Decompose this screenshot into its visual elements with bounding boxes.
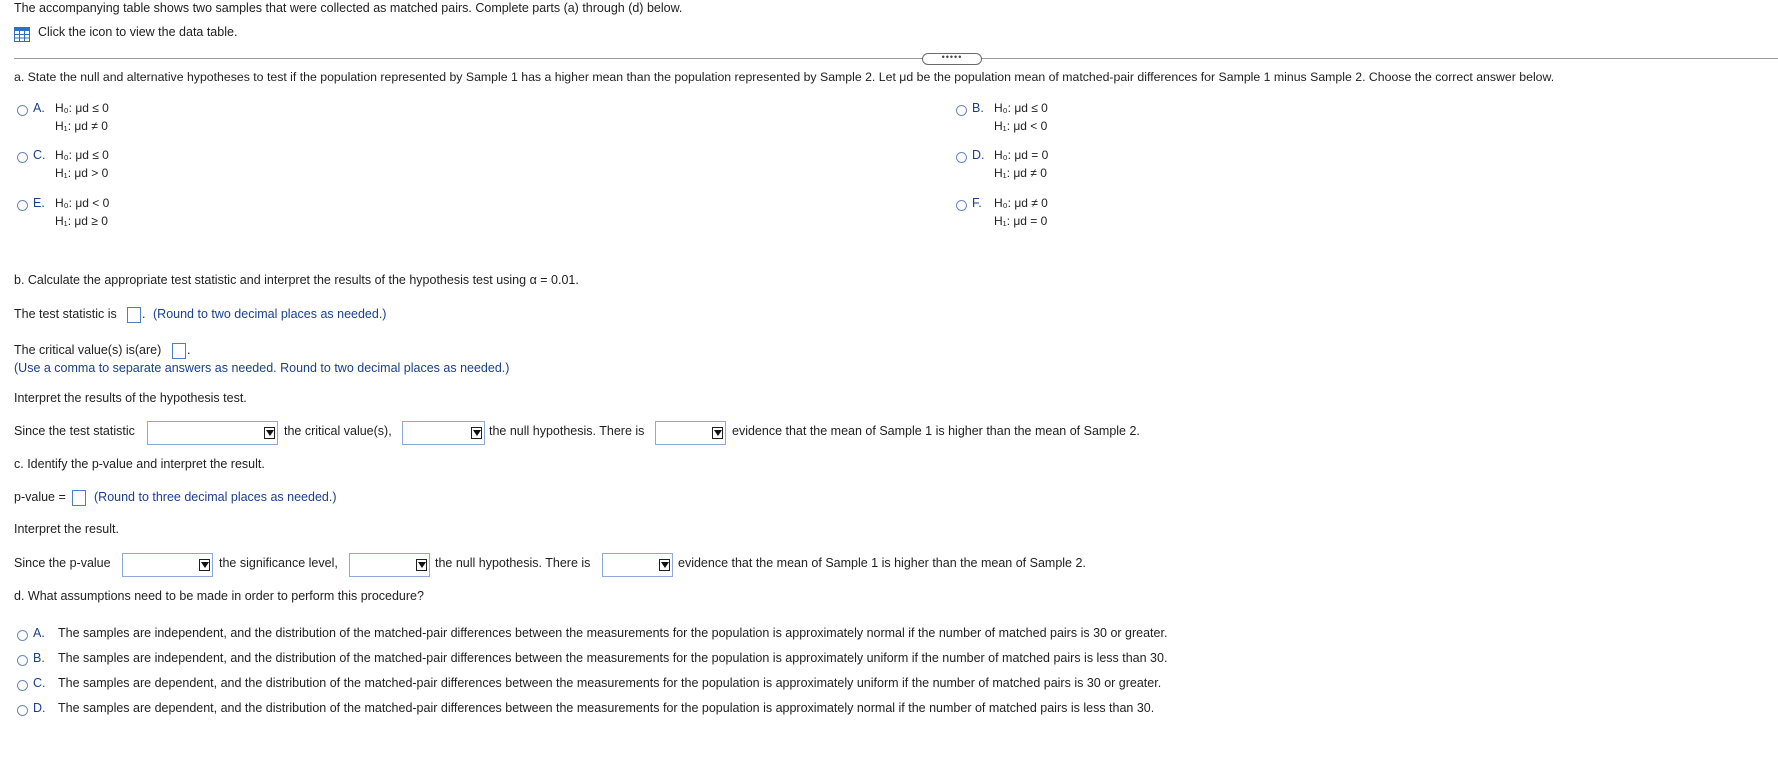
c-sentence-part2: the significance level, <box>219 556 338 570</box>
option-f-h0: H₀: μd ≠ 0 <box>994 196 1048 210</box>
b-sentence-part4: evidence that the mean of Sample 1 is higher than the mean of Sample 2. <box>732 424 1140 438</box>
c-sentence-part4: evidence that the mean of Sample 1 is higher than the mean of Sample 2. <box>678 556 1086 570</box>
pvalue-input[interactable] <box>72 490 86 506</box>
dropdown-arrow-icon <box>712 427 723 439</box>
b-null-decision-dropdown[interactable] <box>402 421 485 445</box>
d-option-c-text: The samples are dependent, and the distribution of the matched-pair differences between the measurements for the population is approximately uniform if the number of matched pairs is 30 or greater. <box>58 676 1162 690</box>
c-sentence-part1: Since the p-value <box>14 556 111 570</box>
d-option-c-letter: C. <box>33 676 46 690</box>
divider-handle[interactable]: ••••• <box>922 53 982 65</box>
d-option-a-letter: A. <box>33 626 45 640</box>
dropdown-arrow-icon <box>199 559 210 571</box>
option-d-radio[interactable] <box>956 152 967 163</box>
pvalue-compare-dropdown[interactable] <box>122 553 213 577</box>
option-c-h0: H₀: μd ≤ 0 <box>55 148 109 162</box>
d-option-c-radio[interactable] <box>17 680 28 691</box>
dropdown-arrow-icon <box>264 427 275 439</box>
option-d-h1: H₁: μd ≠ 0 <box>994 166 1047 180</box>
d-option-d-radio[interactable] <box>17 705 28 716</box>
intro-text: The accompanying table shows two samples that were collected as matched pairs. Complete parts (a) through (d) below. <box>14 1 683 15</box>
part-b-interpret-label: Interpret the results of the hypothesis test. <box>14 391 247 405</box>
option-b-letter: B. <box>972 101 984 115</box>
option-c-letter: C. <box>33 148 46 162</box>
critical-value-input[interactable] <box>172 343 186 359</box>
option-d-letter: D. <box>972 148 985 162</box>
pvalue-label: p-value = <box>14 490 66 504</box>
d-option-a-text: The samples are independent, and the distribution of the matched-pair differences between the measurements for the population is approximately normal if the number of matched pairs is 30 or greater. <box>58 626 1168 640</box>
part-c-interpret-label: Interpret the result. <box>14 522 119 536</box>
option-c-radio[interactable] <box>17 152 28 163</box>
test-statistic-hint: (Round to two decimal places as needed.) <box>153 307 387 321</box>
c-evidence-dropdown[interactable] <box>602 553 673 577</box>
b-sentence-part3: the null hypothesis. There is <box>489 424 645 438</box>
option-e-h0: H₀: μd < 0 <box>55 196 110 210</box>
option-f-h1: H₁: μd = 0 <box>994 214 1048 228</box>
critical-value-label: The critical value(s) is(are) <box>14 343 162 357</box>
option-a-h1: H₁: μd ≠ 0 <box>55 119 108 133</box>
d-option-a-radio[interactable] <box>17 630 28 641</box>
option-a-h0: H₀: μd ≤ 0 <box>55 101 109 115</box>
c-sentence-part3: the null hypothesis. There is <box>435 556 591 570</box>
d-option-d-letter: D. <box>33 701 46 715</box>
dropdown-arrow-icon <box>471 427 482 439</box>
option-c-h1: H₁: μd > 0 <box>55 166 109 180</box>
pvalue-hint: (Round to three decimal places as needed.) <box>94 490 337 504</box>
option-a-letter: A. <box>33 101 45 115</box>
d-option-d-text: The samples are dependent, and the distribution of the matched-pair differences between the measurements for the population is approximately normal if the number of matched pairs is less than 30. <box>58 701 1155 715</box>
part-d-question: d. What assumptions need to be made in order to perform this procedure? <box>14 589 424 603</box>
option-a-radio[interactable] <box>17 105 28 116</box>
test-statistic-compare-dropdown[interactable] <box>147 421 278 445</box>
b-evidence-dropdown[interactable] <box>655 421 726 445</box>
part-b-question: b. Calculate the appropriate test statistic and interpret the results of the hypothesis test using α = 0.01. <box>14 273 579 287</box>
d-option-b-radio[interactable] <box>17 655 28 666</box>
data-table-icon[interactable] <box>14 27 30 42</box>
test-statistic-label: The test statistic is <box>14 307 117 321</box>
option-f-radio[interactable] <box>956 200 967 211</box>
option-b-radio[interactable] <box>956 105 967 116</box>
d-option-b-letter: B. <box>33 651 45 665</box>
test-statistic-input[interactable] <box>127 307 141 323</box>
d-option-b-text: The samples are independent, and the distribution of the matched-pair differences between the measurements for the population is approximately uniform if the number of matched pairs is less than 30. <box>58 651 1168 665</box>
data-table-link[interactable]: Click the icon to view the data table. <box>38 25 238 39</box>
option-b-h0: H₀: μd ≤ 0 <box>994 101 1048 115</box>
dropdown-arrow-icon <box>659 559 670 571</box>
dropdown-arrow-icon <box>416 559 427 571</box>
option-b-h1: H₁: μd < 0 <box>994 119 1048 133</box>
option-f-letter: F. <box>972 196 982 210</box>
part-c-question: c. Identify the p-value and interpret the result. <box>14 457 265 471</box>
option-d-h0: H₀: μd = 0 <box>994 148 1049 162</box>
option-e-h1: H₁: μd ≥ 0 <box>55 214 108 228</box>
option-e-letter: E. <box>33 196 45 210</box>
part-a-question: a. State the null and alternative hypotheses to test if the population represented by Sample 1 has a higher mean than the population represented by Sample 2. Let μd be the population mean of matched-pair differences for Sample 1 minus Sample 2. Choose the correct answer below. <box>14 70 1555 84</box>
option-e-radio[interactable] <box>17 200 28 211</box>
section-divider <box>14 58 1778 59</box>
c-null-decision-dropdown[interactable] <box>349 553 430 577</box>
critical-value-hint: (Use a comma to separate answers as needed. Round to two decimal places as needed.) <box>14 361 510 375</box>
b-sentence-part1: Since the test statistic <box>14 424 135 438</box>
b-sentence-part2: the critical value(s), <box>284 424 392 438</box>
